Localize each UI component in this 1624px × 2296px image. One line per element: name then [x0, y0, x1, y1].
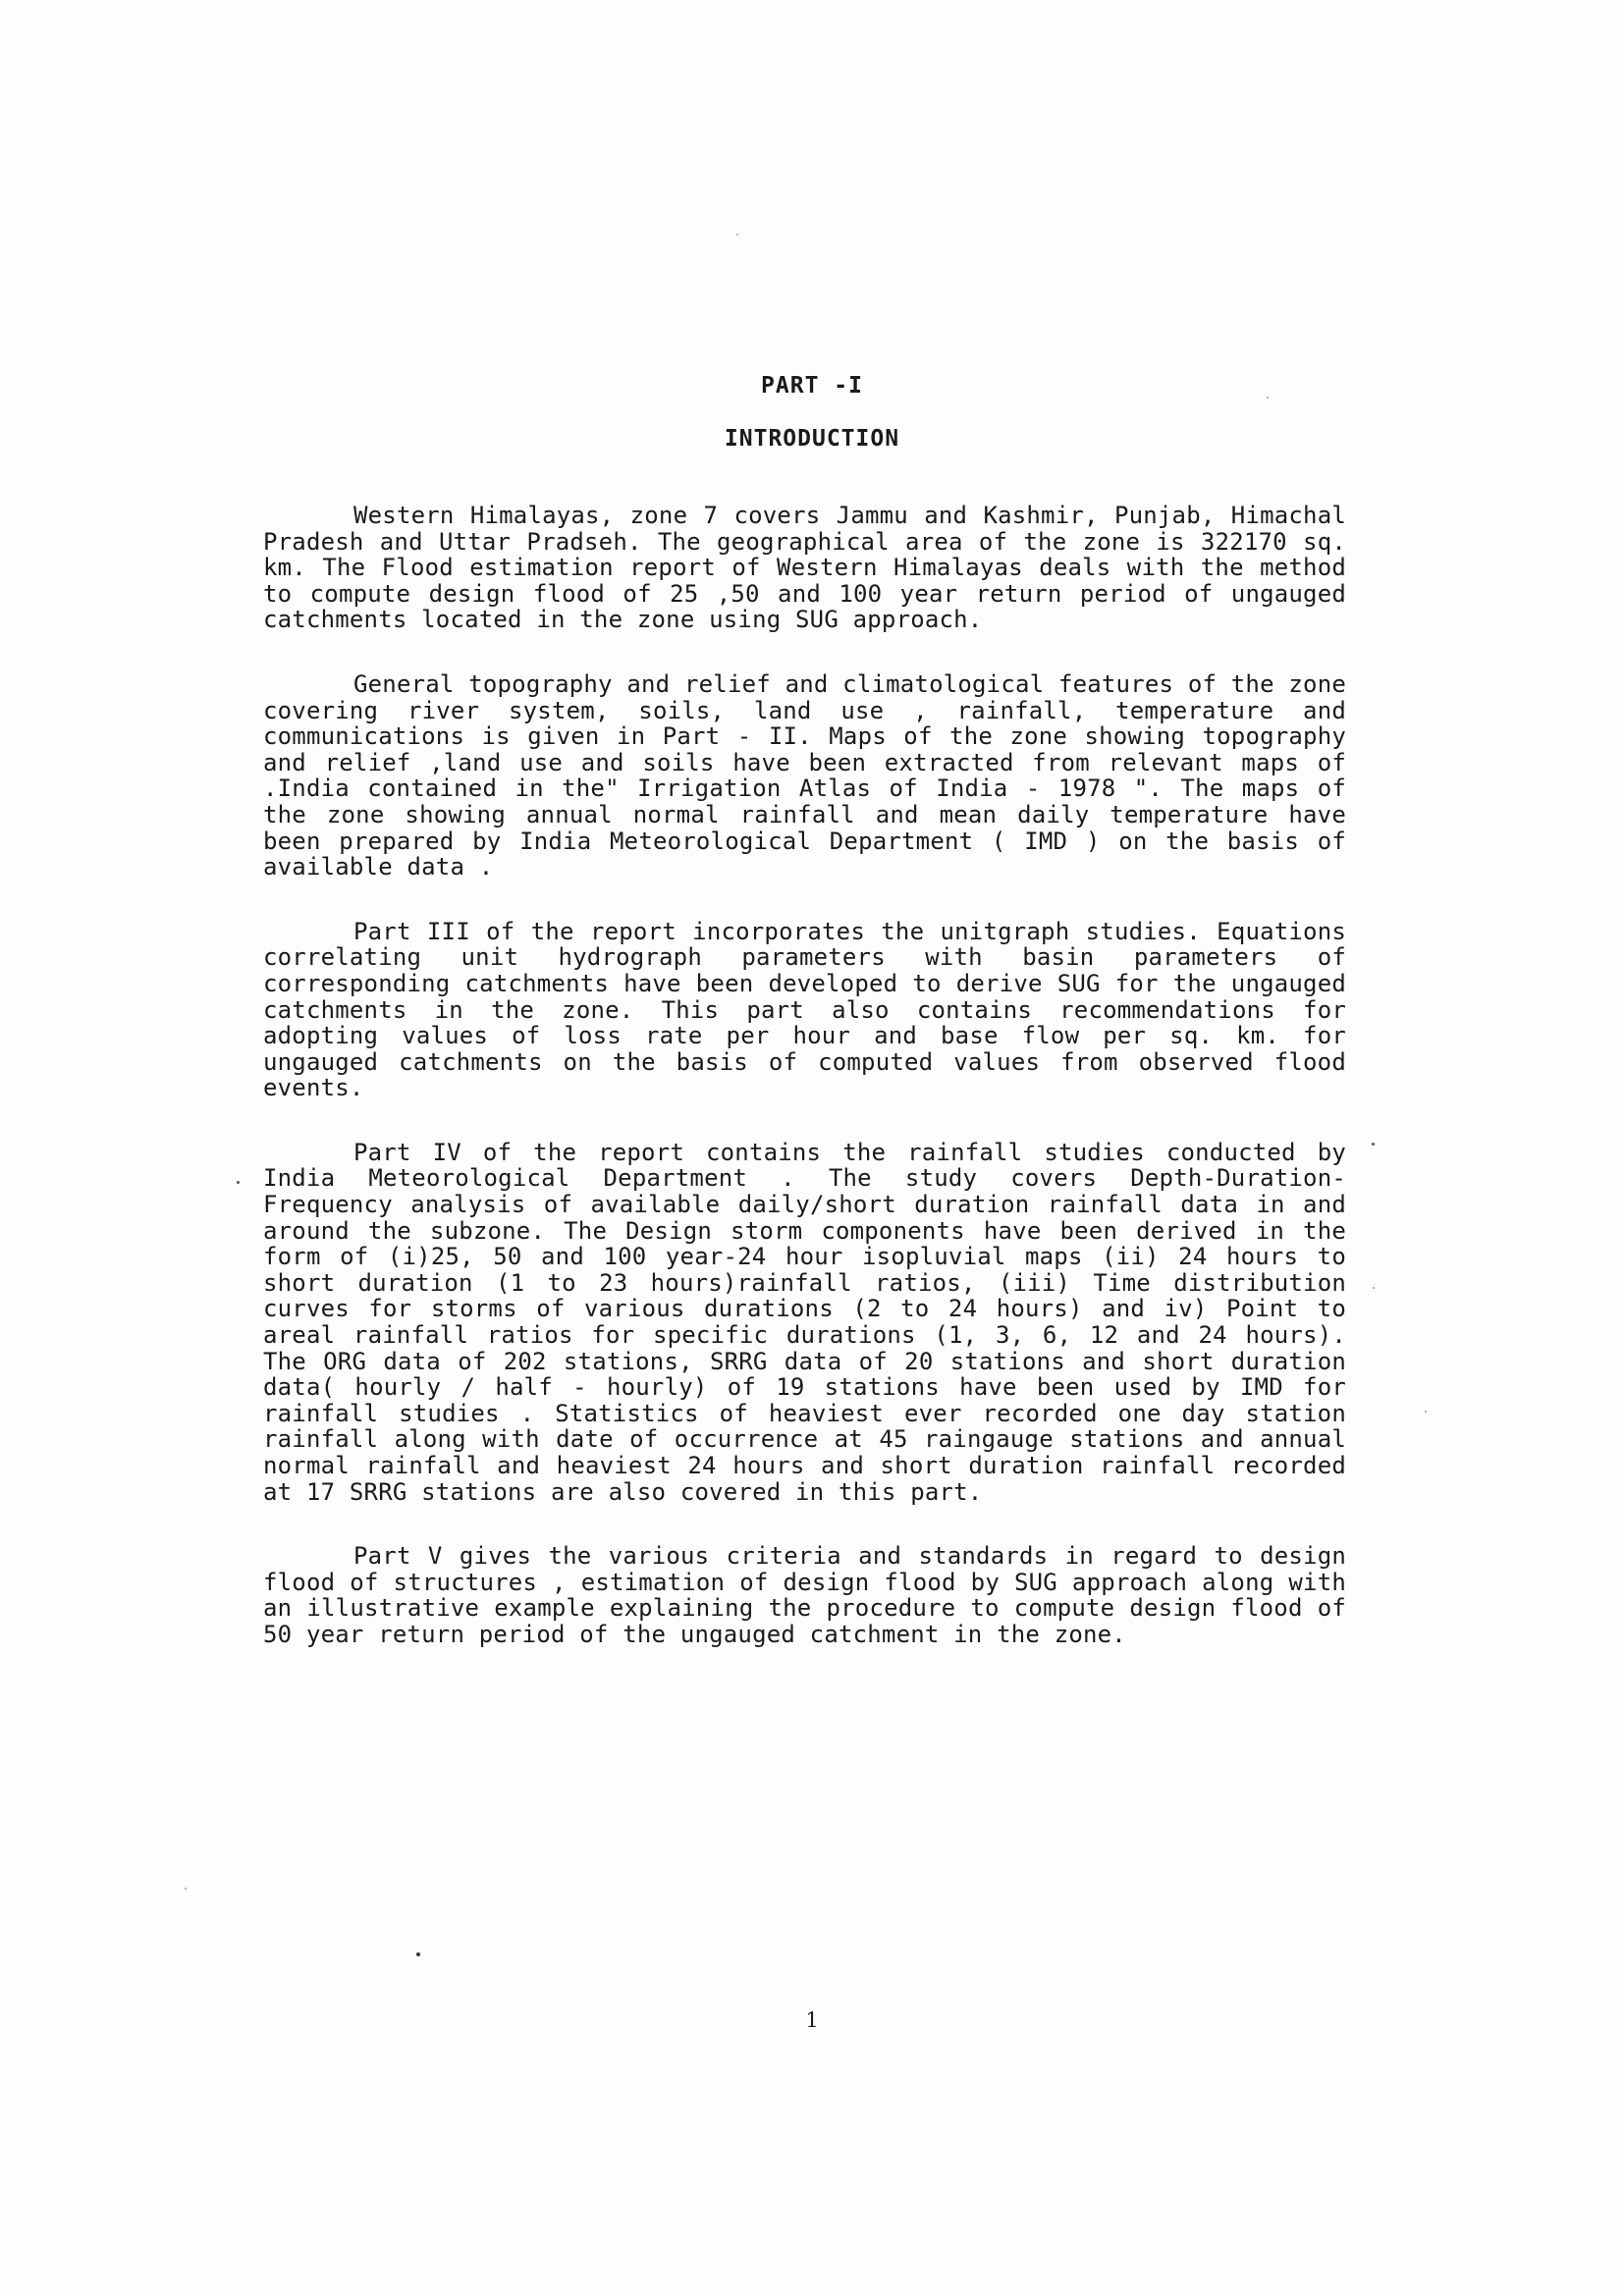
- part-heading: PART -I: [761, 373, 863, 399]
- paragraph-design-flood-criteria: Part V gives the various criteria and standards in regard to design flood of structures , estimation of design flood by SUG approach along with an illustrative example explaining the procedure to compute design flood of 50 year return period of the ungauged catchment in the zone.: [263, 1542, 1346, 1648]
- paragraph-rainfall-studies: Part IV of the report contains the rainfall studies conducted by India Meteorological Department . The study covers Depth-Duration- Frequency analysis of available daily/short duration rainfall data in and around the subzone. The Design storm components have been derived in the form of (i)25, 50 and 100 year-24 hour isopluvial maps (ii) 24 hours to short duration (1 to 23 hours)rainfall ratios, (iii) Time distribution curves for storms of various durations (2 to 24 hours) and iv) Point to areal rainfall ratios for specific durations (1, 3, 6, 12 and 24 hours). The ORG data of 202 stations, SRRG data of 20 stations and short duration data( hourly / half - hourly) of 19 stations have been used by IMD for rainfall studies . Statistics of heaviest ever recorded one day station rainfall along with date of occurrence at 45 raingauge stations and annual normal rainfall and heaviest 24 hours and short duration rainfall recorded at 17 SRRG stations are also covered in this part.: [263, 1138, 1346, 1506]
- scan-speck: [416, 1952, 420, 1956]
- scan-speck: [1372, 1143, 1375, 1146]
- scan-speck: [185, 1888, 187, 1890]
- section-heading: INTRODUCTION: [724, 426, 900, 452]
- scan-speck: [736, 234, 738, 236]
- scan-speck: [1267, 397, 1269, 399]
- paragraph-unitgraph-studies: Part III of the report incorporates the unitgraph studies. Equations correlating unit hydrograph parameters with basin parameters of corresponding catchments have been developed to derive SUG for the ungauged catchments in the zone. This part also contains recommendations for adopting values of loss rate per hour and base flow per sq. km. for ungauged catchments on the basis of computed values from observed flood events.: [263, 917, 1346, 1102]
- paragraph-topography: General topography and relief and climatological features of the zone covering river system, soils, land use , rainfall, temperature and communications is given in Part - II. Maps of the zone showing topography and relief ,land use and soils have been extracted from relevant maps of .India contained in the" Irrigation Atlas of India - 1978 ". The maps of the zone showing annual normal rainfall and mean daily temperature have been prepared by India Meteorological Department ( IMD ) on the basis of available data .: [263, 669, 1346, 881]
- page-number: 1: [805, 2008, 819, 2032]
- scan-speck: [1425, 1411, 1427, 1413]
- scan-speck: [237, 1181, 240, 1184]
- paragraph-zone-overview: Western Himalayas, zone 7 covers Jammu and Kashmir, Punjab, Himachal Pradesh and Uttar Pradseh. The geographical area of the zone is 322170 sq. km. The Flood estimation report of Western Himalayas deals with the method to compute design flood of 25 ,50 and 100 year return period of ungauged catchments located in the zone using SUG approach.: [263, 502, 1346, 634]
- scan-speck: [1373, 1287, 1375, 1289]
- document-body: [263, 503, 1346, 1686]
